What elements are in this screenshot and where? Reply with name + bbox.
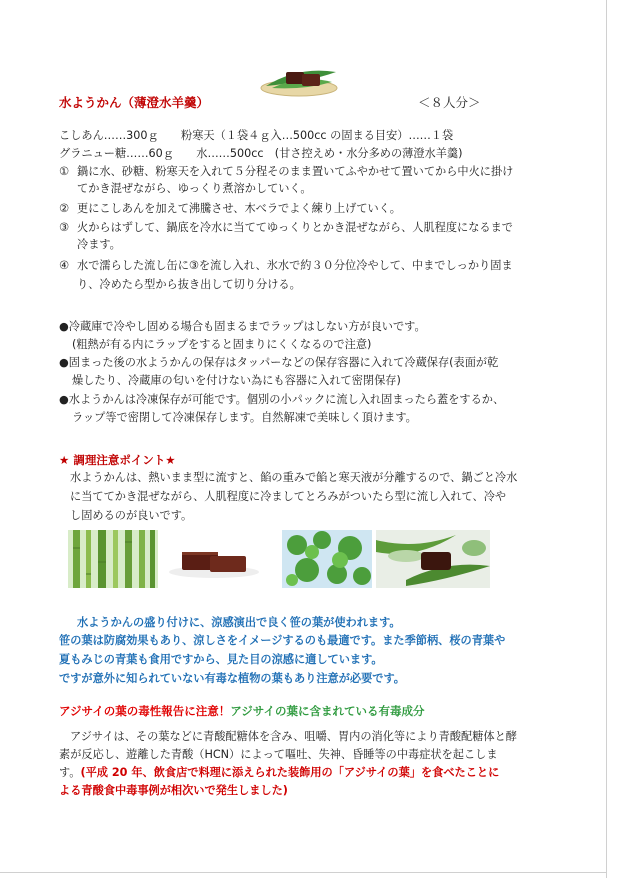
step-number: ① (59, 165, 70, 178)
warning-line: 素が反応し、遊離した青酸（HCN）によって嘔吐、失神、昏睡等の中毒症状を起こしま (59, 748, 498, 761)
tips-line: し固めるのが良いです。 (70, 509, 193, 522)
storage-note: ●水ようかんは冷凍保存が可能です。個別の小パックに流し入れ固まったら蓋をするか、 (59, 393, 505, 406)
tips-line: 水ようかんは、熱いまま型に流すと、餡の重みで餡と寒天液が分離するので、鍋ごと冷水 (70, 471, 518, 484)
ingredient-line: こしあん……300ｇ 粉寒天（１袋４ｇ入…500cc の固まる目安）……１袋 (59, 129, 454, 142)
yokan-bamboo-leaf-photo (376, 530, 490, 588)
leaves-line: 笹の葉は防腐効果もあり、涼しさをイメージするのも最適です。また季節柄、桜の青葉や (59, 634, 506, 647)
warning-incident-text: (平成 20 年、飲食店で料理に添えられた装飾用の「アジサイの葉」を食べたことに (80, 766, 500, 779)
warning-heading-red: アジサイの葉の毒性報告に注意！ (59, 704, 231, 718)
page-edge-right (606, 0, 607, 878)
step-number: ③ (59, 221, 70, 234)
step-text: 冷ます。 (77, 238, 121, 251)
step-text: 更にこしあんを加えて沸騰させ、木べラでよく練り上げていく。 (77, 202, 401, 215)
step-text: 水で濡らした流し缶に③を流し入れ、氷水で約３０分位冷やして、中までしっかり固ま (77, 259, 513, 272)
yokan-plate-image (258, 60, 340, 98)
storage-note: (粗熱が有る内にラップをすると固まりにくくなるので注意) (72, 338, 372, 351)
hydrangea-warning-heading (59, 703, 424, 719)
leaves-line: ですが意外に知られていない有毒な植物の葉もあり注意が必要です。 (59, 672, 405, 685)
page-edge-bottom (0, 872, 607, 873)
step-number: ④ (59, 259, 70, 272)
ingredient-line: グラニュー糖……60ｇ 水……500cc (甘さ控えめ・水分多めの薄澄水羊羹) (59, 147, 463, 160)
yokan-photo (162, 530, 267, 588)
bamboo-photo (68, 530, 158, 588)
storage-note: ●冷蔵庫で冷やし固める場合も固まるまでラップはしない方が良いです。 (59, 320, 426, 333)
warning-heading-green: アジサイの葉に含まれている有毒成分 (230, 704, 425, 718)
step-number: ② (59, 202, 70, 215)
step-text: 火からはずして、鍋底を冷水に当ててゆっくりとかき混ぜながら、人肌程度になるまで (77, 221, 513, 234)
maple-leaves-photo (282, 530, 372, 588)
step-text: り、冷めたら型から抜き出して切り分ける。 (77, 278, 301, 291)
step-text: てかき混ぜながら、ゆっくり煮溶かしていく。 (77, 182, 312, 195)
leaves-line: 水ようかんの盛り付けに、涼感演出で良く笹の葉が使われます。 (77, 616, 401, 629)
warning-line (59, 764, 499, 782)
warning-incident-text: よる青酸食中毒事例が相次いで発生しました) (59, 784, 288, 797)
step-text: 鍋に水、砂糖、粉寒天を入れて５分程そのまま置いてふやかせて置いてから中火に掛け (77, 165, 514, 178)
servings-label: ＜８人分＞ (418, 95, 481, 110)
tips-heading: ★ 調理注意ポイント★ (59, 453, 176, 467)
tips-line: に当ててかき混ぜながら、人肌程度に冷ましてとろみがついたら型に流し入れて、冷や (70, 490, 507, 503)
recipe-title: 水ようかん（薄澄水羊羹） (59, 95, 210, 110)
storage-note: ラップ等で密閉して冷凍保存します。自然解凍で美味しく頂けます。 (72, 411, 417, 424)
storage-note: ●固まった後の水ようかんの保存はタッパーなどの保存容器に入れて冷蔵保存(表面が乾 (59, 356, 499, 369)
leaves-line: 夏もみじの青葉も食用ですから、見た目の涼感に適しています。 (59, 653, 383, 666)
warning-line-plain: す。 (59, 766, 81, 779)
warning-line: アジサイは、その葉などに青酸配糖体を含み、咀嚼、胃内の消化等により青酸配糖体と酵 (70, 730, 517, 743)
storage-note: 燥したり、冷蔵庫の匂いを付けない為にも容器に入れて密閉保存) (72, 374, 401, 387)
